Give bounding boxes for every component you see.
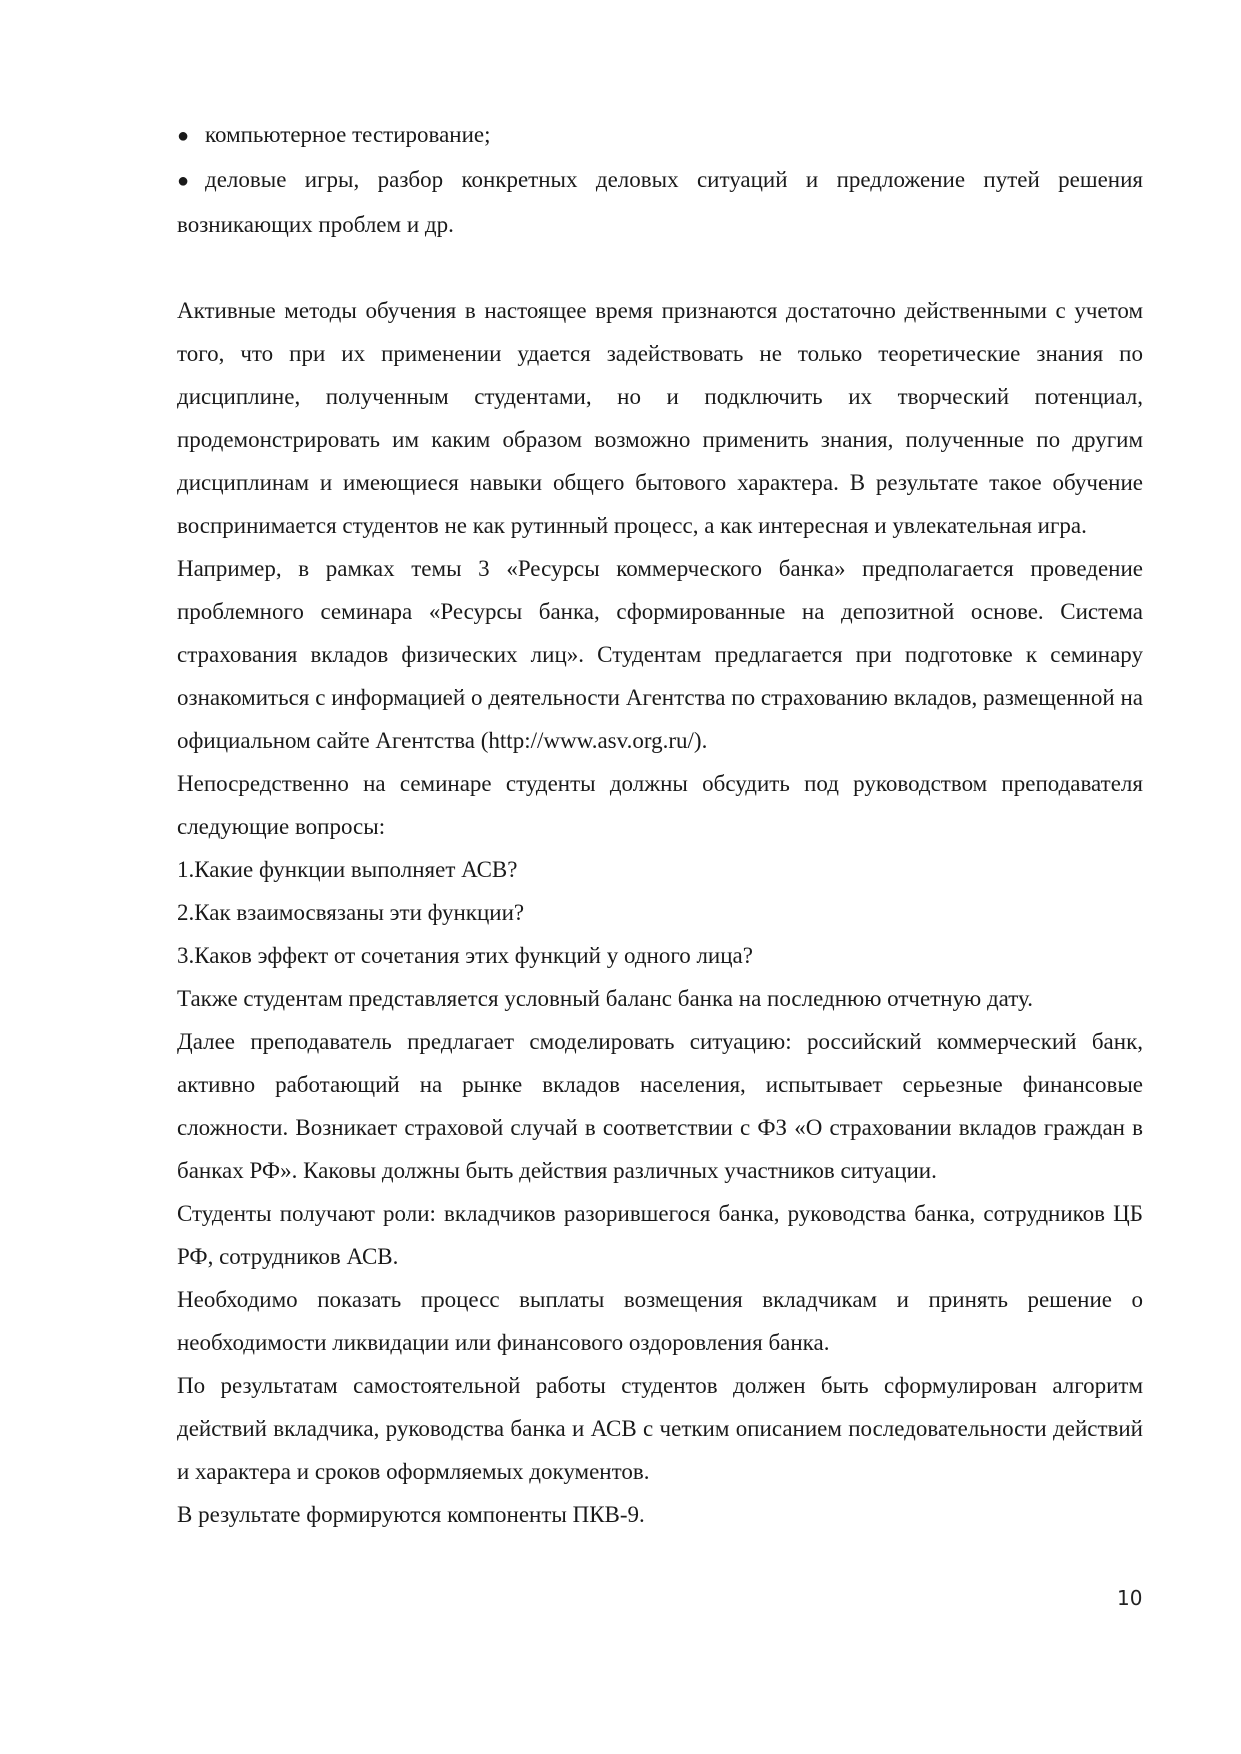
paragraph-example: Например, в рамках темы 3 «Ресурсы коммерческого банка» предполагается проведение проблемного семинара «Ресурсы банка, сформированные на депозитной основе. Система страхования вкладов физических лиц». Студентам предлагается при подготовке к семинару ознакомиться с информацией о деятельности Агентства по страхованию вкладов, размещенной на официальном сайте Агентства (http://www.asv.org.ru/). <box>177 556 1143 753</box>
paragraph-roles: Студенты получают роли: вкладчиков разорившегося банка, руководства банка, сотрудников ЦБ РФ, сотрудников АСВ. <box>177 1201 1143 1269</box>
paragraph-result: В результате формируются компоненты ПКВ-9. <box>177 1502 645 1527</box>
question-1: 1.Какие функции выполняет АСВ? <box>177 857 518 882</box>
question-2: 2.Как взаимосвязаны эти функции? <box>177 900 525 925</box>
paragraph-process: Необходимо показать процесс выплаты возмещения вкладчикам и принять решение о необходимости ликвидации или финансового оздоровления банка. <box>177 1287 1143 1355</box>
bullet-item <box>177 158 1143 246</box>
bullet-icon: ● <box>177 170 190 192</box>
paragraph-balance: Также студентам представляется условный баланс банка на последнюю отчетную дату. <box>177 986 1033 1011</box>
paragraph-situation: Далее преподаватель предлагает смоделировать ситуацию: российский коммерческий банк, активно работающий на рынке вкладов населения, испытывает серьезные финансовые сложности. Возникает страховой случай в соответствии с ФЗ «О страховании вкладов граждан в банках РФ». Каковы должны быть действия различных участников ситуации. <box>177 1029 1143 1183</box>
bullet-text: компьютерное тестирование; <box>205 122 491 147</box>
bullet-item <box>177 113 1143 158</box>
paragraph-seminar: Непосредственно на семинаре студенты должны обсудить под руководством преподавателя следующие вопросы: <box>177 771 1143 839</box>
paragraph-gap <box>177 246 1143 289</box>
paragraph-active-methods: Активные методы обучения в настоящее время признаются достаточно действенными с учетом того, что при их применении удается задействовать не только теоретические знания по дисциплине, полученным студентами, но и подключить их творческий потенциал, продемонстрировать им каким образом возможно применить знания, полученные по другим дисциплинам и имеющиеся навыки общего бытового характера. В результате такое обучение воспринимается студентов не как рутинный процесс, а как интересная и увлекательная игра. <box>177 298 1143 538</box>
question-3: 3.Каков эффект от сочетания этих функций у одного лица? <box>177 943 753 968</box>
paragraph-algorithm: По результатам самостоятельной работы студентов должен быть сформулирован алгоритм действий вкладчика, руководства банка и АСВ с четким описанием последовательности действий и характера и сроков оформляемых документов. <box>177 1373 1143 1484</box>
bullet-icon: ● <box>177 125 190 147</box>
page-number: 10 <box>1117 1586 1143 1610</box>
document-body <box>177 113 1143 1536</box>
bullet-text: деловые игры, разбор конкретных деловых ситуаций и предложение путей решения возникающих проблем и др. <box>177 167 1143 237</box>
